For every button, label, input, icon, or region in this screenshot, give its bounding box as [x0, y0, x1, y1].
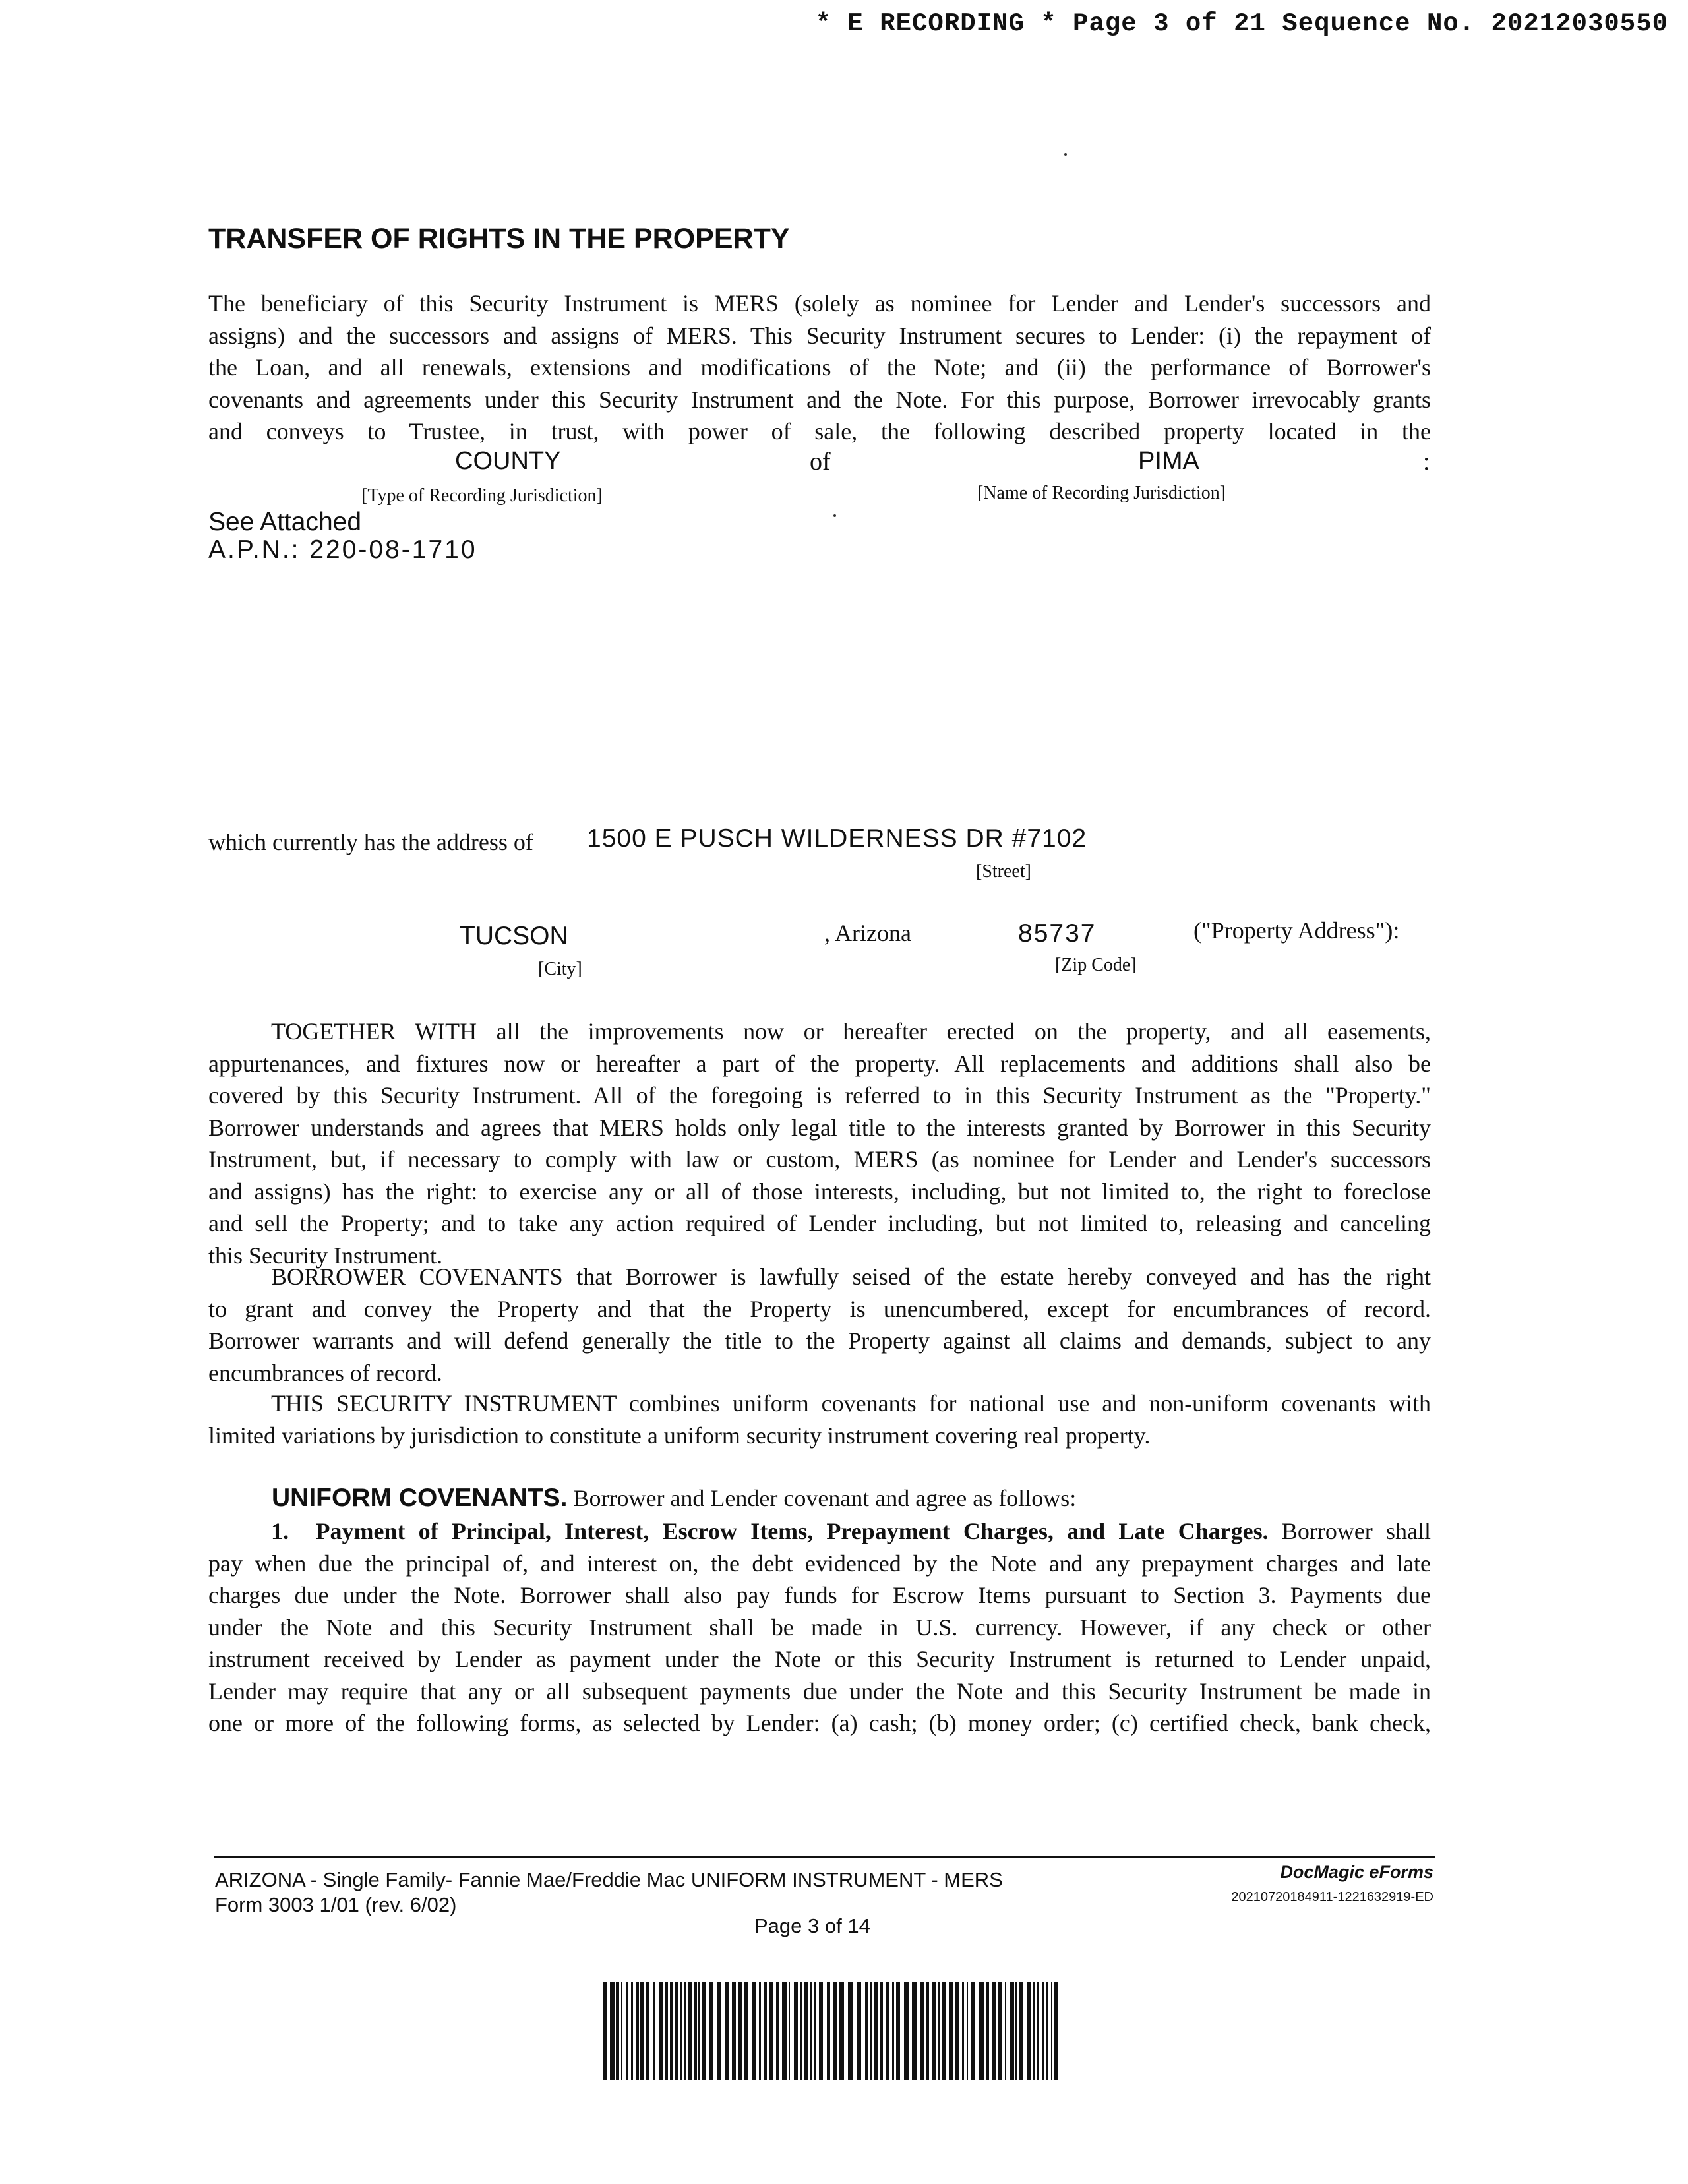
- barcode-bar: [904, 1982, 909, 2080]
- paragraph-line: Instrument, but, if necessary to comply with law or custom, MERS (as nominee for Lender and Lender's successors: [208, 1146, 1431, 1172]
- jurisdiction-name-caption: [Name of Recording Jurisdiction]: [977, 483, 1226, 503]
- uniform-covenants-heading-line: [272, 1484, 1076, 1513]
- barcode-bar: [819, 1982, 823, 2080]
- barcode-bar: [998, 1982, 1002, 2080]
- barcode-bar: [1005, 1982, 1006, 2080]
- paragraph-line: covered by this Security Instrument. All of the foregoing is referred to in this Security Instrument as the "Property.": [208, 1082, 1431, 1108]
- address-zip: 85737: [1018, 919, 1097, 948]
- jurisdiction-of: of: [810, 448, 831, 475]
- barcode-bar: [616, 1982, 619, 2080]
- barcode-bar: [800, 1982, 802, 2080]
- barcode-bar: [848, 1982, 853, 2080]
- barcode-bar: [967, 1982, 968, 2080]
- legal-description-apn: A.P.N.: 220-08-1710: [208, 535, 477, 564]
- barcode-bar: [896, 1982, 900, 2080]
- paragraph-line: and assigns) has the right: to exercise any or all of those interests, including, but not limited to, the right to foreclose: [208, 1178, 1431, 1205]
- barcode-image: [603, 1982, 1058, 2080]
- barcode-bar: [621, 1982, 622, 2080]
- barcode-bar: [665, 1982, 668, 2080]
- paragraph-line: [208, 1515, 1431, 1548]
- address-street: 1500 E PUSCH WILDERNESS DR #7102: [587, 824, 1087, 853]
- barcode-bar: [675, 1982, 678, 2080]
- barcode-bar: [1033, 1982, 1035, 2080]
- paragraph-line: pay when due the principal of, and interest on, the debt evidenced by the Note and any prepayment charges and late: [208, 1550, 1431, 1577]
- barcode-bar: [732, 1982, 736, 2080]
- uniform-covenants-heading: UNIFORM COVENANTS.: [272, 1484, 568, 1512]
- barcode-bar: [759, 1982, 761, 2080]
- paragraph-line: THIS SECURITY INSTRUMENT combines uniform covenants for national use and non-uniform covenants with: [271, 1390, 1431, 1416]
- paragraph-line: encumbrances of record.: [208, 1359, 442, 1386]
- barcode-bar: [1051, 1982, 1052, 2080]
- covenant-item-rest: Borrower shall: [1268, 1518, 1432, 1544]
- barcode-bar: [636, 1982, 639, 2080]
- barcode-bar: [702, 1982, 706, 2080]
- jurisdiction-name: PIMA: [1138, 447, 1199, 475]
- barcode-bar: [814, 1982, 816, 2080]
- barcode-bar: [1037, 1982, 1039, 2080]
- barcode-bar: [810, 1982, 812, 2080]
- barcode-bar: [1054, 1982, 1058, 2080]
- barcode-bar: [680, 1982, 682, 2080]
- paragraph-line: this Security Instrument.: [208, 1242, 442, 1269]
- barcode-bar: [688, 1982, 692, 2080]
- barcode-bar: [932, 1982, 936, 2080]
- barcode-bar: [717, 1982, 721, 2080]
- paragraph-line: to grant and convey the Property and that the Property is unencumbered, except for encumbrances of record.: [208, 1295, 1431, 1322]
- address-street-caption: [Street]: [976, 861, 1031, 882]
- barcode-bar: [962, 1982, 964, 2080]
- barcode-bar: [631, 1982, 633, 2080]
- barcode-bar: [839, 1982, 844, 2080]
- uniform-covenants-heading-rest: Borrower and Lender covenant and agree as follows:: [567, 1485, 1077, 1511]
- barcode-bar: [979, 1982, 984, 2080]
- covenant-item-number: 1.: [271, 1518, 289, 1544]
- barcode-bar: [892, 1982, 894, 2080]
- barcode-bar: [992, 1982, 996, 2080]
- scan-speck: [1064, 153, 1067, 156]
- payment-covenant-paragraph: [208, 1515, 1431, 1740]
- barcode-bar: [640, 1982, 644, 2080]
- barcode-bar: [653, 1982, 655, 2080]
- barcode-bar: [694, 1982, 697, 2080]
- barcode-bar: [769, 1982, 773, 2080]
- jurisdiction-colon: :: [1423, 448, 1430, 475]
- barcode-bar: [926, 1982, 929, 2080]
- paragraph-line: and sell the Property; and to take any action required of Lender including, but not limited to, releasing and canceling: [208, 1210, 1431, 1236]
- barcode-bar: [880, 1982, 883, 2080]
- barcode-bar: [626, 1982, 628, 2080]
- barcode-bar: [789, 1982, 790, 2080]
- footer-document-id: 20210720184911-1221632919-ED: [1231, 1890, 1433, 1904]
- address-lead-text: which currently has the address of: [208, 829, 533, 855]
- paragraph-line: the Loan, and all renewals, extensions and modifications of the Note; and (ii) the performance of Borrower's: [208, 354, 1431, 380]
- paragraph-line: TOGETHER WITH all the improvements now or hereafter erected on the property, and all easements,: [271, 1018, 1431, 1045]
- paragraph-line: instrument received by Lender as payment under the Note or this Security Instrument is returned to Lender unpaid,: [208, 1646, 1431, 1672]
- barcode-bar: [698, 1982, 700, 2080]
- borrower-covenants-paragraph: [208, 1261, 1431, 1389]
- barcode-bar: [603, 1982, 607, 2080]
- barcode-bar: [764, 1982, 767, 2080]
- paragraph-line: and conveys to Trustee, in trust, with power of sale, the following described property located in the: [208, 418, 1431, 444]
- barcode-bar: [804, 1982, 808, 2080]
- barcode-bar: [725, 1982, 729, 2080]
- jurisdiction-type: COUNTY: [455, 447, 561, 475]
- footer-form-line1: ARIZONA - Single Family- Fannie Mae/Freddie Mac UNIFORM INSTRUMENT - MERS: [215, 1868, 1003, 1891]
- paragraph-line: charges due under the Note. Borrower shall also pay funds for Escrow Items pursuant to Section 3. Payments due: [208, 1582, 1431, 1608]
- paragraph-line: one or more of the following forms, as selected by Lender: (a) cash; (b) money order; (c) certified check, bank check,: [208, 1710, 1431, 1736]
- legal-description-line1: See Attached: [208, 508, 362, 536]
- covenant-item-title: Payment of Principal, Interest, Escrow Items, Prepayment Charges, and Late Charges.: [315, 1518, 1269, 1544]
- barcode-bar: [794, 1982, 798, 2080]
- barcode-bar: [1010, 1982, 1014, 2080]
- footer-page-number: Page 3 of 14: [754, 1914, 870, 1937]
- barcode-bar: [955, 1982, 959, 2080]
- barcode-bar: [646, 1982, 649, 2080]
- barcode-bar: [782, 1982, 787, 2080]
- barcode-bar: [827, 1982, 830, 2080]
- address-state: , Arizona: [824, 920, 911, 946]
- together-with-paragraph: [208, 1016, 1431, 1271]
- barcode-bar: [949, 1982, 953, 2080]
- property-address-label: ("Property Address"):: [1193, 917, 1400, 944]
- barcode-bar: [752, 1982, 756, 2080]
- barcode-bar: [1046, 1982, 1048, 2080]
- barcode-bar: [971, 1982, 975, 2080]
- paragraph-line: BORROWER COVENANTS that Borrower is lawfully seised of the estate hereby conveyed and has the right: [271, 1263, 1431, 1290]
- barcode-bar: [610, 1982, 615, 2080]
- recording-header: * E RECORDING * Page 3 of 21 Sequence No. 20212030550: [815, 9, 1668, 38]
- paragraph-line: under the Note and this Security Instrument shall be made in U.S. currency. However, if any check or other: [208, 1614, 1431, 1641]
- barcode-bar: [938, 1982, 940, 2080]
- barcode-bar: [684, 1982, 686, 2080]
- barcode-bar: [738, 1982, 742, 2080]
- scan-speck: [833, 514, 836, 517]
- barcode-bar: [886, 1982, 889, 2080]
- paragraph-line: limited variations by jurisdiction to constitute a uniform security instrument covering real property.: [208, 1422, 1151, 1449]
- address-zip-caption: [Zip Code]: [1055, 955, 1137, 975]
- barcode-bar: [870, 1982, 872, 2080]
- security-instrument-paragraph: [208, 1387, 1431, 1451]
- barcode-bar: [776, 1982, 779, 2080]
- barcode-bar: [833, 1982, 837, 2080]
- paragraph-line: assigns) and the successors and assigns of MERS. This Security Instrument secures to Lender: (i) the repayment of: [208, 322, 1431, 349]
- paragraph-line: The beneficiary of this Security Instrument is MERS (solely as nominee for Lender and Lender's successors and: [208, 290, 1431, 317]
- paragraph-line: Lender may require that any or all subsequent payments due under the Note and this Security Instrument be made in: [208, 1678, 1431, 1705]
- paragraph-line: Borrower understands and agrees that MERS holds only legal title to the interests granted by Borrower in this Security: [208, 1114, 1431, 1141]
- footer-form-line2: Form 3003 1/01 (rev. 6/02): [215, 1893, 457, 1916]
- footer-rule: [214, 1856, 1435, 1858]
- jurisdiction-type-caption: [Type of Recording Jurisdiction]: [361, 485, 603, 506]
- barcode-bar: [912, 1982, 917, 2080]
- paragraph-line: covenants and agreements under this Security Instrument and the Note. For this purpose, Borrower irrevocably grants: [208, 386, 1431, 413]
- barcode-bar: [857, 1982, 861, 2080]
- address-city: TUCSON: [460, 922, 568, 950]
- barcode-bar: [659, 1982, 663, 2080]
- section-title: TRANSFER OF RIGHTS IN THE PROPERTY: [208, 223, 790, 255]
- barcode-bar: [709, 1982, 713, 2080]
- barcode-bar: [670, 1982, 673, 2080]
- transfer-paragraph: [208, 288, 1431, 448]
- address-city-caption: [City]: [538, 959, 582, 979]
- barcode-bar: [865, 1982, 868, 2080]
- barcode-bar: [874, 1982, 878, 2080]
- barcode-bar: [1019, 1982, 1023, 2080]
- barcode-bar: [1042, 1982, 1044, 2080]
- docmagic-logo: DocMagic eForms: [1280, 1862, 1433, 1882]
- barcode-bar: [744, 1982, 748, 2080]
- paragraph-line: Borrower warrants and will defend generally the title to the Property against all claims and demands, subject to any: [208, 1327, 1431, 1354]
- paragraph-line: appurtenances, and fixtures now or hereafter a part of the property. All replacements and additions shall also be: [208, 1050, 1431, 1077]
- barcode-bar: [986, 1982, 989, 2080]
- barcode-bar: [1027, 1982, 1031, 2080]
- barcode-bar: [1015, 1982, 1017, 2080]
- barcode-bar: [920, 1982, 924, 2080]
- barcode-bar: [942, 1982, 946, 2080]
